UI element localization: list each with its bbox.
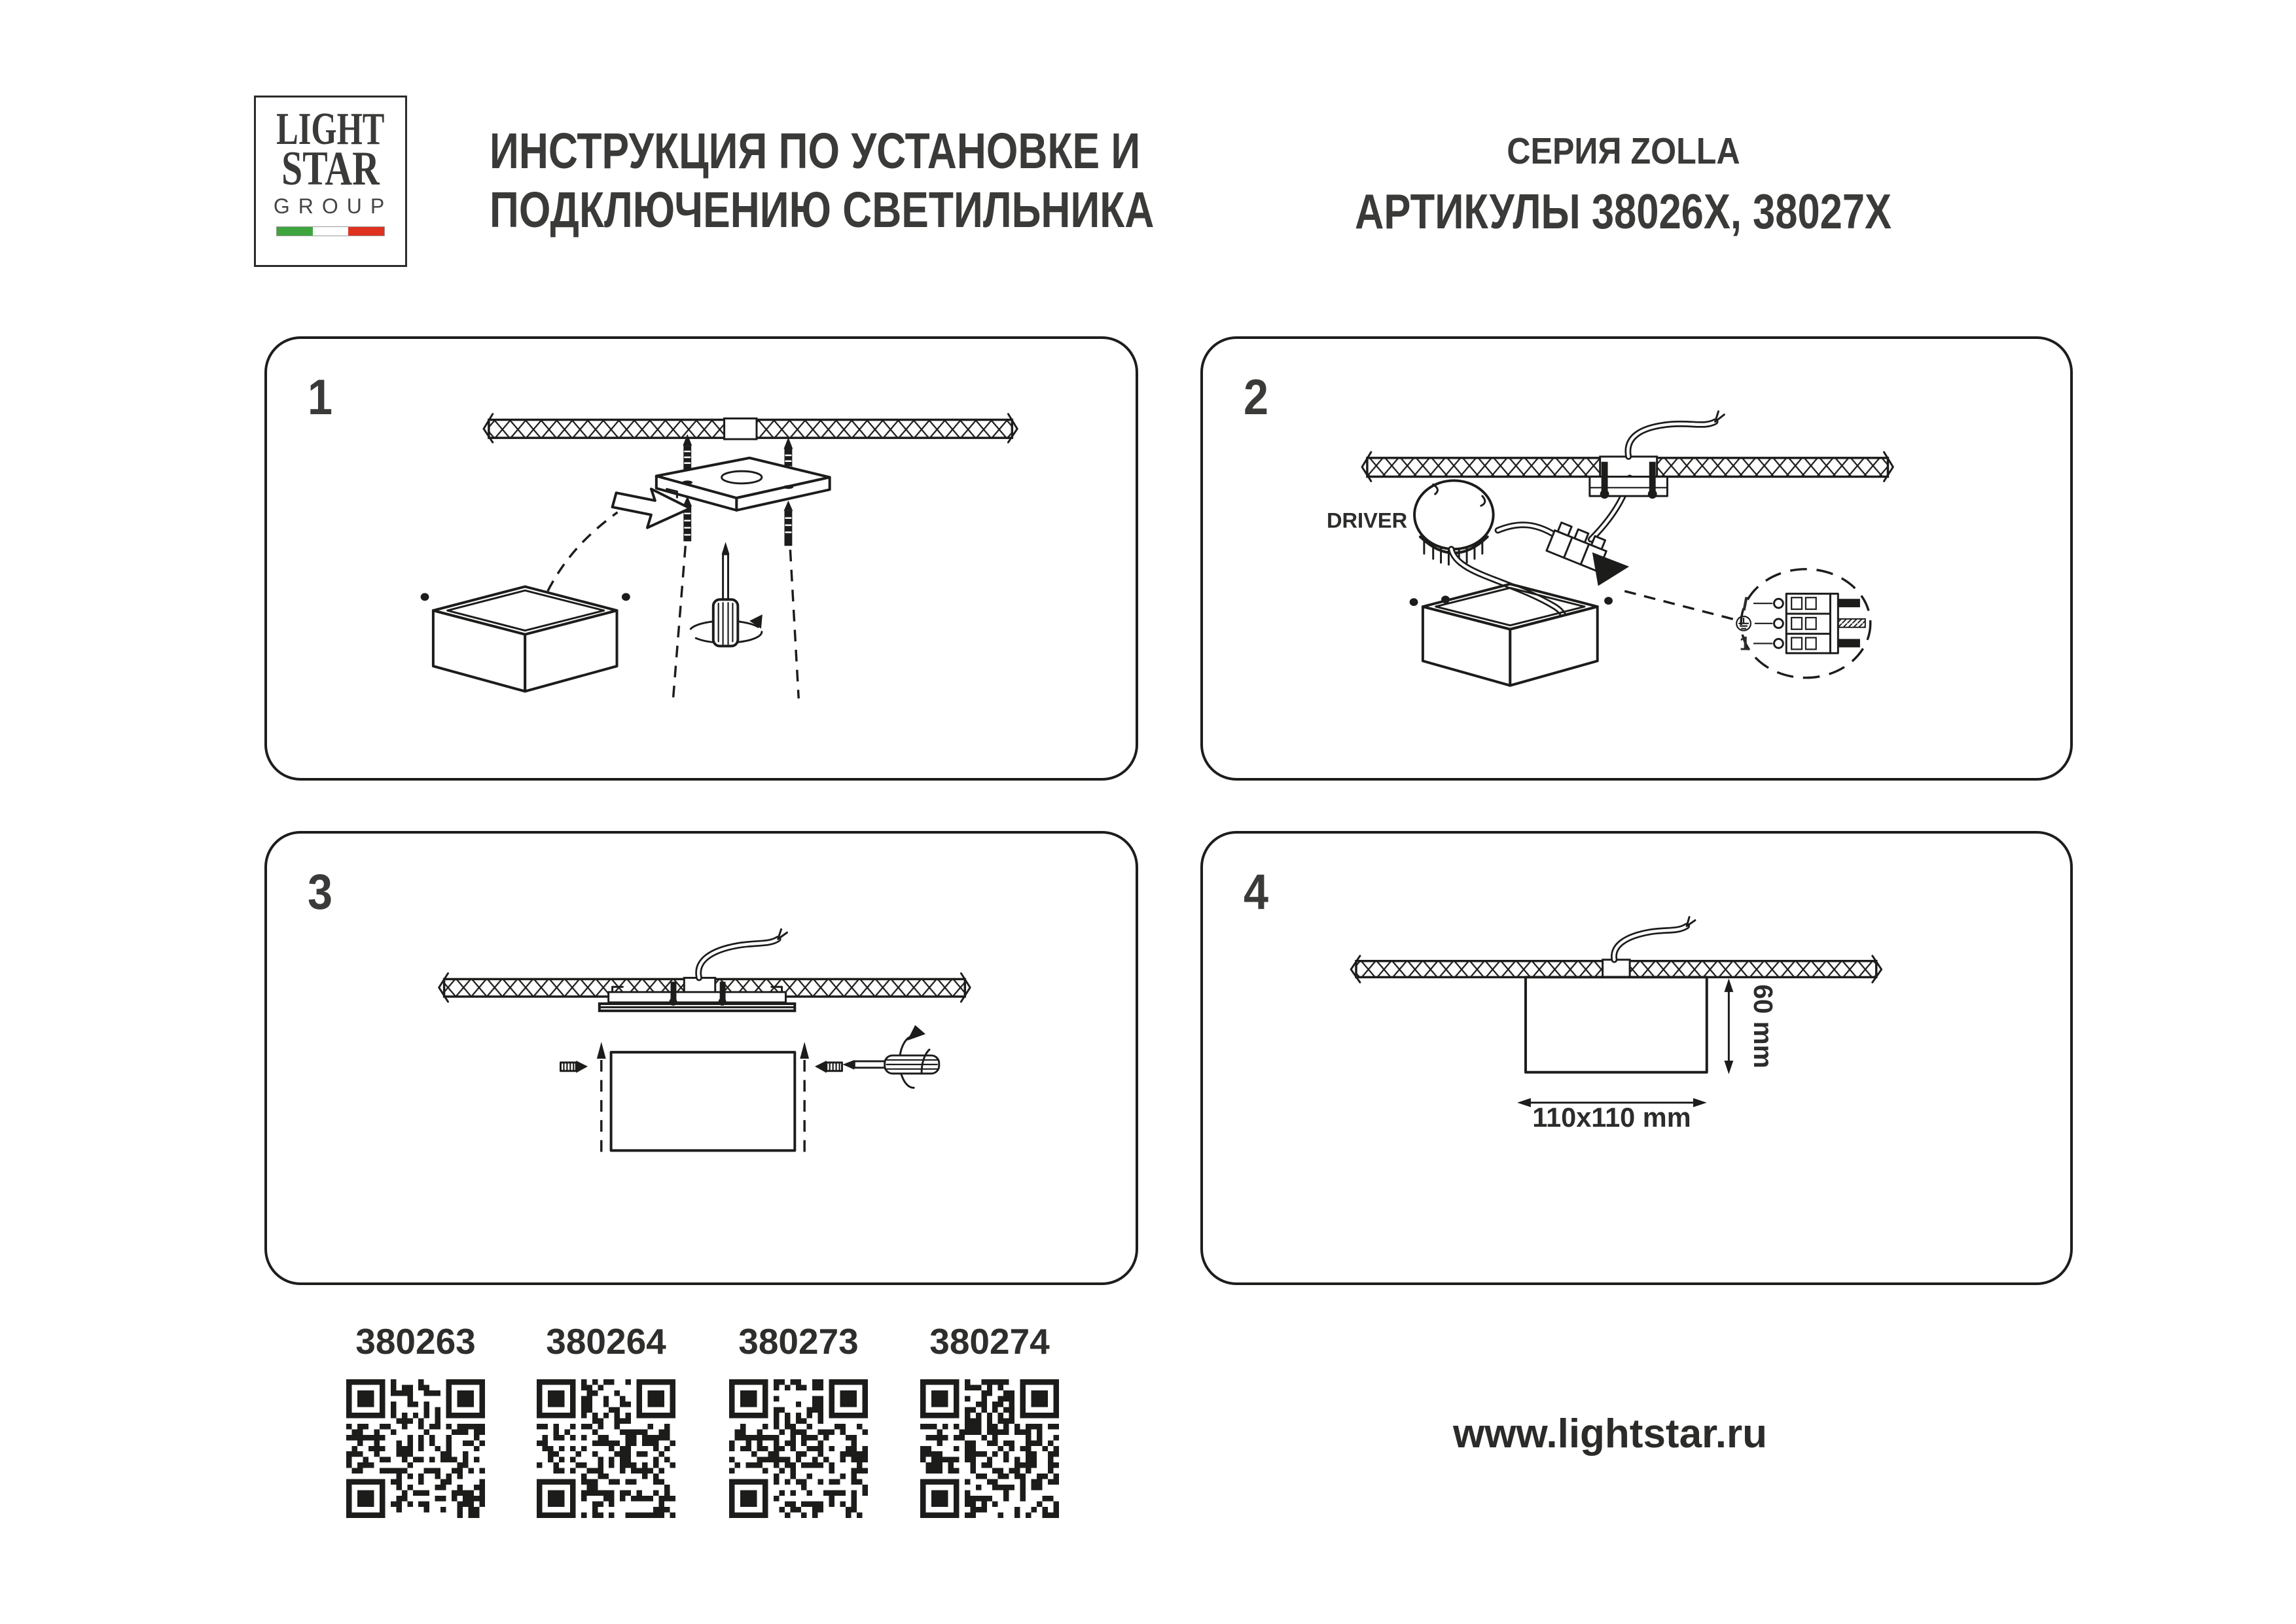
step-3-diagram <box>267 834 1136 1282</box>
article-qr-380274 <box>919 1320 1060 1521</box>
articles-list: АРТИКУЛЫ 38026X, 38027X <box>1355 184 1892 239</box>
italian-flag-icon <box>276 226 385 236</box>
mounting-plate <box>656 458 830 510</box>
earth-icon <box>1736 616 1751 631</box>
side-screw-right <box>815 1061 842 1073</box>
page-title-line1: ИНСТРУКЦИЯ ПО УСТАНОВКЕ И <box>490 123 1141 179</box>
mains-cable <box>698 929 787 978</box>
flag-green-segment <box>277 227 313 236</box>
mounted-lamp-square <box>1526 977 1707 1072</box>
logo-text-group: GROUP <box>273 194 393 218</box>
series-name: СЕРИЯ ZOLLA <box>1506 130 1740 172</box>
screwdriver-icon <box>842 1025 939 1088</box>
page-title <box>490 122 1154 239</box>
step-3-number: 3 <box>308 864 333 920</box>
driver-label: DRIVER <box>1326 508 1408 533</box>
logo-text-light: LIGHT <box>276 104 385 154</box>
insert-direction-arrow <box>548 489 690 591</box>
step-3-panel <box>264 831 1138 1285</box>
flag-white-segment <box>313 227 349 236</box>
terminal-detail-callout <box>1736 569 1871 678</box>
article-code: 380274 <box>929 1321 1050 1362</box>
article-qr-380264 <box>535 1320 677 1521</box>
terminal-neutral-label: 1 <box>1739 633 1751 655</box>
flag-red-segment <box>348 227 384 236</box>
wire-neutral <box>1838 639 1860 648</box>
ceiling-hatch <box>484 414 1017 442</box>
wire-earth <box>1838 619 1865 627</box>
step-1-number: 1 <box>308 370 333 425</box>
height-dimension-arrow <box>1724 978 1733 1074</box>
qr-code <box>920 1379 1059 1518</box>
step-1-diagram <box>267 339 1136 778</box>
screwdriver-icon <box>689 542 762 646</box>
article-code: 380263 <box>355 1321 476 1362</box>
step-2-number: 2 <box>1244 370 1269 425</box>
detail-leader-line <box>1624 591 1742 621</box>
website-url: www.lightstar.ru <box>1453 1411 1767 1456</box>
step-4-number: 4 <box>1244 864 1269 920</box>
driver-wires <box>1498 525 1555 535</box>
height-dimension-label: 60 mm <box>1748 984 1778 1068</box>
article-qr-380273 <box>728 1320 869 1521</box>
push-up-arrow-right <box>800 1042 809 1152</box>
mains-cable <box>1614 917 1695 960</box>
article-code: 380264 <box>546 1321 666 1362</box>
cable-arrowhead <box>1592 552 1629 586</box>
side-screw-left <box>561 1061 588 1073</box>
width-dimension-label: 110x110 mm <box>1532 1101 1691 1133</box>
qr-code <box>346 1379 485 1518</box>
lamp-square-panel <box>611 1052 795 1150</box>
lamp-housing-cube <box>421 586 630 691</box>
page-title-line2: ПОДКЛЮЧЕНИЮ СВЕТИЛЬНИКА <box>490 182 1155 238</box>
article-qr-380263 <box>345 1320 486 1521</box>
qr-code <box>729 1379 868 1518</box>
terminal-live-label: I <box>1742 593 1748 616</box>
qr-code <box>537 1379 675 1518</box>
logo-text-star: STAR <box>281 142 380 196</box>
lightstar-logo <box>254 96 407 267</box>
series-info <box>1296 130 1950 239</box>
step-2-panel <box>1200 336 2073 781</box>
step-4-panel <box>1200 831 2073 1285</box>
step-2-diagram <box>1203 339 2070 778</box>
article-code: 380273 <box>738 1321 859 1362</box>
push-up-arrow-left <box>597 1042 606 1152</box>
step-4-diagram <box>1203 834 2070 1282</box>
wire-live <box>1838 599 1860 607</box>
step-1-panel <box>264 336 1138 781</box>
